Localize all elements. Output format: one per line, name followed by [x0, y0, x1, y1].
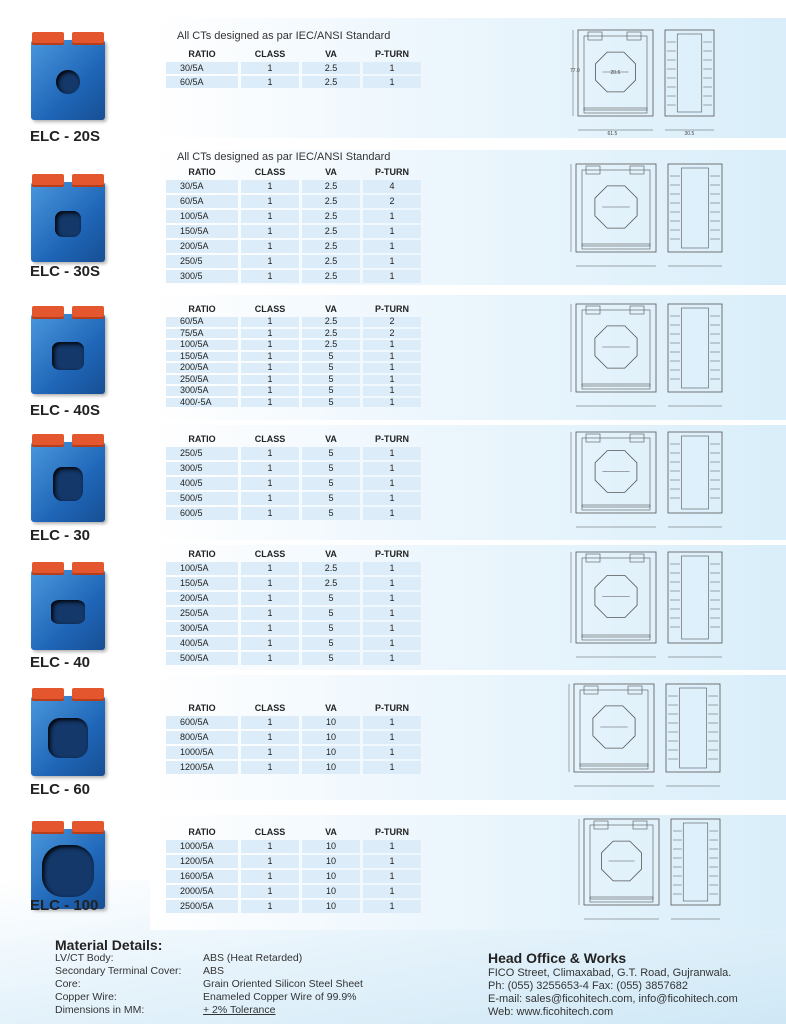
table-cell: 200/5A	[166, 363, 238, 373]
table-row	[166, 352, 421, 362]
table-header-row	[166, 48, 421, 60]
product-model-label: ELC - 40S	[30, 402, 101, 419]
table-row	[166, 607, 421, 620]
table-cell: 150/5A	[166, 225, 238, 238]
table-cell: 5	[302, 637, 360, 650]
dimension-drawing	[568, 428, 728, 533]
cable-window-icon	[55, 211, 81, 237]
product-image	[25, 428, 115, 528]
table-row	[166, 840, 421, 853]
column-header: RATIO	[188, 304, 216, 314]
table-cell: 1	[363, 507, 421, 520]
column-header: P-TURN	[375, 434, 409, 444]
table-cell: 1	[363, 340, 421, 350]
table-cell: 1	[241, 731, 299, 744]
product-model-label: ELC - 30S	[30, 263, 101, 280]
column-header: CLASS	[254, 304, 286, 314]
table-cell: 600/5	[166, 507, 238, 520]
material-row: Copper Wire: Enameled Copper Wire of 99.9%	[55, 991, 357, 1003]
spec-table	[163, 546, 424, 667]
dimension-drawing	[568, 548, 728, 663]
table-cell: 1	[241, 76, 299, 88]
table-row	[166, 76, 421, 88]
table-cell: 1	[241, 62, 299, 74]
table-cell: 1	[363, 716, 421, 729]
table-cell: 800/5A	[166, 731, 238, 744]
cable-window-icon	[56, 70, 80, 94]
table-cell: 400/5	[166, 477, 238, 490]
column-header: VA	[325, 49, 337, 59]
table-cell: 10	[302, 761, 360, 774]
table-cell: 1	[363, 477, 421, 490]
material-heading: Material Details:	[55, 937, 163, 953]
table-cell: 150/5A	[166, 577, 238, 590]
product-image	[25, 682, 115, 782]
table-row	[166, 340, 421, 350]
column-header: VA	[325, 703, 337, 713]
table-cell: 250/5	[166, 255, 238, 268]
terminal-cover-icon	[72, 434, 104, 447]
column-header: P-TURN	[375, 49, 409, 59]
product-image	[25, 168, 115, 268]
table-cell: 1	[363, 375, 421, 385]
material-row: Core: Grain Oriented Silicon Steel Sheet	[55, 978, 363, 990]
product-model-label: ELC - 20S	[30, 128, 101, 145]
table-cell: 5	[302, 622, 360, 635]
office-line: Ph: (055) 3255653-4 Fax: (055) 3857682	[488, 980, 688, 992]
column-header: VA	[325, 167, 337, 177]
table-cell: 2000/5A	[166, 885, 238, 898]
dimension-drawing	[576, 815, 726, 925]
table-cell: 1	[241, 507, 299, 520]
terminal-cover-icon	[32, 306, 64, 319]
table-row	[166, 507, 421, 520]
column-header: P-TURN	[375, 827, 409, 837]
office-line: FICO Street, Climaxabad, G.T. Road, Gujranwala.	[488, 967, 732, 979]
table-cell: 300/5	[166, 462, 238, 475]
table-cell: 2	[363, 317, 421, 327]
table-cell: 1	[363, 577, 421, 590]
table-cell: 1	[241, 592, 299, 605]
column-header: RATIO	[188, 434, 216, 444]
table-cell: 1	[363, 62, 421, 74]
table-cell: 1	[241, 340, 299, 350]
table-cell: 1	[363, 652, 421, 665]
table-cell: 2.5	[302, 340, 360, 350]
column-header: P-TURN	[375, 167, 409, 177]
table-cell: 150/5A	[166, 352, 238, 362]
table-cell: 1	[241, 352, 299, 362]
terminal-cover-icon	[72, 32, 104, 45]
table-cell: 600/5A	[166, 716, 238, 729]
table-row	[166, 592, 421, 605]
table-cell: 2.5	[302, 76, 360, 88]
table-cell: 30/5A	[166, 180, 238, 193]
column-header: RATIO	[188, 49, 216, 59]
table-cell: 1	[241, 447, 299, 460]
table-cell: 5	[302, 375, 360, 385]
table-cell: 4	[363, 180, 421, 193]
column-header: CLASS	[254, 167, 286, 177]
table-cell: 1200/5A	[166, 761, 238, 774]
terminal-cover-icon	[32, 434, 64, 447]
table-cell: 1	[363, 855, 421, 868]
table-header-row	[166, 548, 421, 560]
column-header: CLASS	[254, 703, 286, 713]
office-line[interactable]: E-mail: sales@ficohitech.com, info@ficohitech.com	[488, 993, 738, 1005]
table-cell: 1	[241, 492, 299, 505]
product-model-label: ELC - 60	[30, 781, 91, 798]
table-row	[166, 363, 421, 373]
table-cell: 5	[302, 398, 360, 408]
table-cell: 1	[241, 375, 299, 385]
table-cell: 10	[302, 885, 360, 898]
table-row	[166, 652, 421, 665]
table-row	[166, 62, 421, 74]
table-cell: 1	[241, 607, 299, 620]
table-row	[166, 746, 421, 759]
table-cell: 1	[363, 352, 421, 362]
current-transformer-icon	[31, 570, 105, 650]
table-cell: 2	[363, 195, 421, 208]
terminal-cover-icon	[72, 688, 104, 701]
current-transformer-icon	[31, 40, 105, 120]
table-row	[166, 180, 421, 193]
table-row	[166, 761, 421, 774]
table-cell: 60/5A	[166, 195, 238, 208]
table-cell: 1	[241, 870, 299, 883]
svg-text:77.0: 77.0	[570, 68, 580, 74]
table-cell: 200/5A	[166, 592, 238, 605]
current-transformer-icon	[31, 182, 105, 262]
table-row	[166, 855, 421, 868]
dimension-drawing	[568, 300, 728, 412]
table-cell: 100/5A	[166, 210, 238, 223]
office-heading: Head Office & Works	[488, 950, 627, 966]
column-header: VA	[325, 827, 337, 837]
material-row: LV/CT Body: ABS (Heat Retarded)	[55, 952, 303, 964]
table-row	[166, 270, 421, 283]
table-row	[166, 195, 421, 208]
standard-note: All CTs designed as par IEC/ANSI Standard	[177, 151, 391, 163]
table-cell: 2	[363, 329, 421, 339]
table-cell: 1	[363, 761, 421, 774]
cable-window-icon	[52, 342, 84, 370]
table-cell: 2.5	[302, 180, 360, 193]
product-model-label: ELC - 100	[30, 897, 99, 914]
table-cell: 10	[302, 840, 360, 853]
table-cell: 5	[302, 462, 360, 475]
table-cell: 1000/5A	[166, 746, 238, 759]
table-cell: 2.5	[302, 255, 360, 268]
table-cell: 250/5	[166, 447, 238, 460]
column-header: CLASS	[254, 827, 286, 837]
product-model-label: ELC - 30	[30, 527, 91, 544]
table-row	[166, 477, 421, 490]
table-cell: 5	[302, 607, 360, 620]
table-cell: 2.5	[302, 225, 360, 238]
product-image	[25, 556, 115, 656]
column-header: VA	[325, 549, 337, 559]
table-row	[166, 398, 421, 408]
column-header: RATIO	[188, 549, 216, 559]
current-transformer-icon	[31, 442, 105, 522]
table-row	[166, 637, 421, 650]
table-cell: 1	[241, 900, 299, 913]
table-row	[166, 225, 421, 238]
terminal-cover-icon	[32, 174, 64, 187]
cable-window-icon	[42, 845, 94, 897]
column-header: VA	[325, 304, 337, 314]
table-cell: 10	[302, 870, 360, 883]
table-row	[166, 386, 421, 396]
table-cell: 60/5A	[166, 317, 238, 327]
column-header: CLASS	[254, 49, 286, 59]
table-header-row	[166, 166, 421, 178]
table-cell: 1	[241, 885, 299, 898]
column-header: RATIO	[188, 703, 216, 713]
product-image	[25, 26, 115, 126]
table-cell: 1	[363, 746, 421, 759]
table-cell: 1	[241, 240, 299, 253]
table-cell: 2.5	[302, 577, 360, 590]
table-header-row	[166, 826, 421, 838]
table-cell: 5	[302, 652, 360, 665]
table-cell: 400/5A	[166, 637, 238, 650]
table-cell: 1	[363, 592, 421, 605]
table-cell: 1	[363, 447, 421, 460]
table-cell: 5	[302, 352, 360, 362]
table-cell: 400/-5A	[166, 398, 238, 408]
table-row	[166, 210, 421, 223]
terminal-cover-icon	[32, 821, 64, 834]
table-header-row	[166, 702, 421, 714]
table-cell: 5	[302, 492, 360, 505]
table-cell: 100/5A	[166, 340, 238, 350]
table-cell: 1	[241, 840, 299, 853]
table-row	[166, 329, 421, 339]
table-cell: 1	[241, 329, 299, 339]
cable-window-icon	[53, 467, 83, 501]
column-header: CLASS	[254, 434, 286, 444]
table-cell: 1	[241, 716, 299, 729]
table-cell: 1	[363, 462, 421, 475]
table-cell: 300/5A	[166, 622, 238, 635]
table-cell: 2.5	[302, 317, 360, 327]
table-cell: 1	[241, 180, 299, 193]
table-cell: 1	[363, 398, 421, 408]
table-row	[166, 562, 421, 575]
terminal-cover-icon	[72, 821, 104, 834]
table-cell: 10	[302, 731, 360, 744]
spec-table	[163, 46, 424, 90]
table-cell: 1	[241, 255, 299, 268]
table-cell: 2.5	[302, 240, 360, 253]
terminal-cover-icon	[32, 32, 64, 45]
column-header: VA	[325, 434, 337, 444]
table-cell: 2.5	[302, 195, 360, 208]
table-cell: 10	[302, 900, 360, 913]
product-image	[25, 300, 115, 400]
table-cell: 1	[363, 622, 421, 635]
table-cell: 200/5A	[166, 240, 238, 253]
table-row	[166, 870, 421, 883]
table-cell: 1	[241, 622, 299, 635]
table-cell: 5	[302, 363, 360, 373]
current-transformer-icon	[31, 314, 105, 394]
column-header: P-TURN	[375, 549, 409, 559]
spec-table	[163, 301, 424, 409]
table-cell: 1	[363, 225, 421, 238]
office-line[interactable]: Web: www.ficohitech.com	[488, 1006, 614, 1018]
table-cell: 60/5A	[166, 76, 238, 88]
terminal-cover-icon	[72, 562, 104, 575]
svg-text:61.5: 61.5	[607, 131, 618, 136]
table-cell: 2.5	[302, 329, 360, 339]
table-cell: 10	[302, 716, 360, 729]
table-cell: 75/5A	[166, 329, 238, 339]
table-cell: 2.5	[302, 210, 360, 223]
table-cell: 300/5A	[166, 386, 238, 396]
column-header: RATIO	[188, 167, 216, 177]
spec-table	[163, 431, 424, 522]
table-cell: 1600/5A	[166, 870, 238, 883]
table-cell: 1	[363, 363, 421, 373]
table-cell: 1	[241, 398, 299, 408]
table-cell: 1	[241, 210, 299, 223]
table-cell: 1	[241, 562, 299, 575]
table-row	[166, 577, 421, 590]
table-cell: 250/5A	[166, 607, 238, 620]
table-cell: 1	[363, 900, 421, 913]
dimension-drawing	[570, 26, 720, 136]
dimension-drawing	[568, 160, 728, 272]
terminal-cover-icon	[72, 306, 104, 319]
svg-text:30.5: 30.5	[684, 131, 695, 136]
table-cell: 1000/5A	[166, 840, 238, 853]
table-cell: 5	[302, 386, 360, 396]
table-row	[166, 317, 421, 327]
table-cell: 1	[241, 225, 299, 238]
table-cell: 1	[241, 363, 299, 373]
table-row	[166, 462, 421, 475]
table-cell: 10	[302, 855, 360, 868]
table-cell: 2.5	[302, 562, 360, 575]
table-cell: 1	[363, 386, 421, 396]
table-cell: 100/5A	[166, 562, 238, 575]
table-cell: 2.5	[302, 62, 360, 74]
table-cell: 1	[363, 210, 421, 223]
table-cell: 250/5A	[166, 375, 238, 385]
material-details	[55, 952, 363, 1017]
table-cell: 1200/5A	[166, 855, 238, 868]
table-cell: 500/5A	[166, 652, 238, 665]
material-row: Secondary Terminal Cover: ABS	[55, 965, 225, 977]
table-header-row	[166, 303, 421, 315]
office-address	[488, 967, 738, 1019]
svg-text:20.6: 20.6	[610, 70, 621, 76]
table-header-row	[166, 433, 421, 445]
table-row	[166, 375, 421, 385]
table-cell: 1	[363, 492, 421, 505]
table-row	[166, 447, 421, 460]
table-cell: 2500/5A	[166, 900, 238, 913]
terminal-cover-icon	[72, 174, 104, 187]
spec-table	[163, 700, 424, 776]
spec-table	[163, 824, 424, 915]
terminal-cover-icon	[32, 562, 64, 575]
table-cell: 1	[363, 870, 421, 883]
table-row	[166, 885, 421, 898]
table-cell: 1	[363, 885, 421, 898]
dimension-drawing	[566, 680, 726, 792]
table-cell: 2.5	[302, 270, 360, 283]
standard-note: All CTs designed as par IEC/ANSI Standard	[177, 30, 391, 42]
table-row	[166, 240, 421, 253]
table-cell: 1	[363, 637, 421, 650]
table-cell: 1	[241, 477, 299, 490]
table-cell: 1	[241, 855, 299, 868]
table-cell: 1	[241, 577, 299, 590]
table-cell: 1	[363, 270, 421, 283]
table-row	[166, 731, 421, 744]
column-header: RATIO	[188, 827, 216, 837]
terminal-cover-icon	[32, 688, 64, 701]
column-header: P-TURN	[375, 304, 409, 314]
material-row: Dimensions in MM: + 2% Tolerance	[55, 1004, 276, 1016]
table-row	[166, 255, 421, 268]
table-cell: 1	[363, 607, 421, 620]
table-cell: 1	[241, 270, 299, 283]
table-cell: 30/5A	[166, 62, 238, 74]
table-cell: 1	[241, 637, 299, 650]
table-cell: 1	[363, 562, 421, 575]
table-cell: 1	[241, 462, 299, 475]
table-cell: 10	[302, 746, 360, 759]
table-row	[166, 622, 421, 635]
table-cell: 5	[302, 592, 360, 605]
table-cell: 1	[363, 240, 421, 253]
table-cell: 1	[363, 840, 421, 853]
table-cell: 1	[363, 76, 421, 88]
spec-table	[163, 164, 424, 285]
table-row	[166, 900, 421, 913]
current-transformer-icon	[31, 696, 105, 776]
table-cell: 1	[241, 652, 299, 665]
table-cell: 1	[241, 195, 299, 208]
product-model-label: ELC - 40	[30, 654, 91, 671]
table-cell: 1	[241, 746, 299, 759]
cable-window-icon	[51, 600, 85, 624]
table-row	[166, 716, 421, 729]
table-cell: 1	[363, 731, 421, 744]
table-cell: 5	[302, 507, 360, 520]
table-cell: 5	[302, 447, 360, 460]
cable-window-icon	[48, 718, 88, 758]
table-cell: 300/5	[166, 270, 238, 283]
table-cell: 1	[241, 317, 299, 327]
table-cell: 5	[302, 477, 360, 490]
table-cell: 1	[241, 761, 299, 774]
table-cell: 500/5	[166, 492, 238, 505]
table-cell: 1	[241, 386, 299, 396]
table-row	[166, 492, 421, 505]
column-header: P-TURN	[375, 703, 409, 713]
column-header: CLASS	[254, 549, 286, 559]
table-cell: 1	[363, 255, 421, 268]
